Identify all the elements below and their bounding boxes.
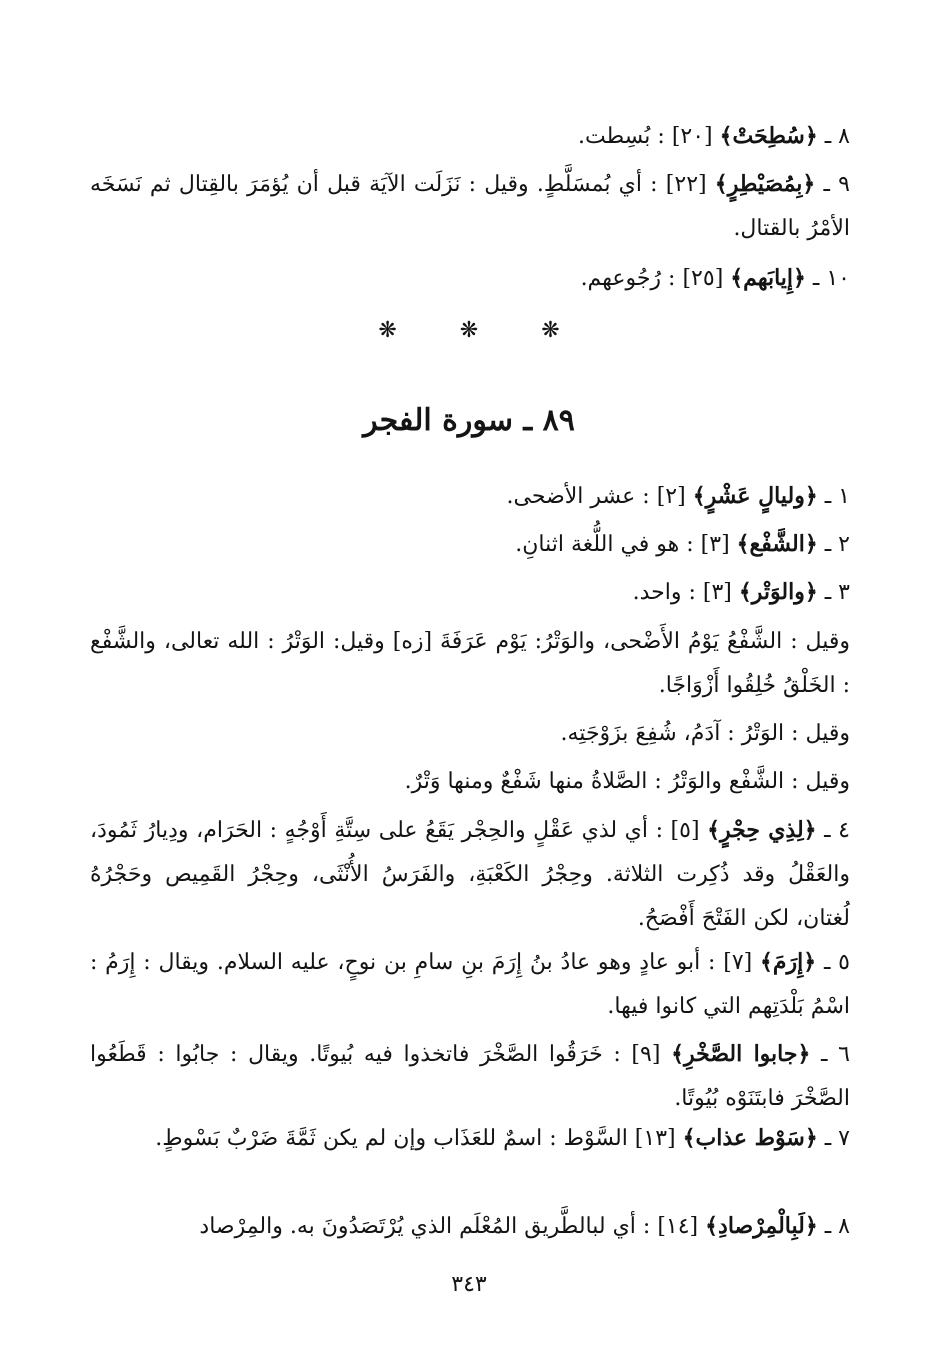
entry-term: ﴿سُطِحَتْ﴾ (719, 123, 818, 149)
entry-number: ٧ ـ (824, 1126, 850, 1151)
entry-text: [٩] : خَرَقُوا الصَّخْرَ فاتخذوا فيه بُيوتًا. ويقال : جابُوا : قَطَعُوا الصَّخْرَ فابتَنَوْه بُيُوتًا. (90, 1042, 850, 1111)
entry-text: [٧] : أبو عادٍ وهو عادُ بنُ إِرَمَ بنِ سامِ بن نوحٍ، عليه السلام. ويقال : إِرَمُ : اسْمُ بَلْدَتِهم التي كانوا فيها. (90, 950, 850, 1019)
entry-text: [٢٠] : بُسِطت. (578, 124, 713, 149)
entry-term: ﴿لِذِي حِجْرٍ﴾ (707, 817, 817, 843)
entry-number: ٢ ـ (824, 532, 850, 557)
note-paragraph (90, 620, 850, 708)
entry-text: [٣] : هو في اللُّغة اثنانِ. (515, 532, 730, 557)
entry-top-8 (90, 114, 850, 159)
entry-term: ﴿والوَتْر﴾ (738, 579, 818, 605)
entry-number: ٨ ـ (824, 124, 850, 149)
entry-5 (90, 940, 850, 1029)
entry-number: ١ ـ (824, 484, 850, 509)
page-number: ٣٤٣ (451, 1272, 487, 1297)
note-paragraph (90, 760, 850, 804)
entry-term: ﴿لَبِالْمِرْصادِ﴾ (705, 1213, 818, 1239)
entry-1 (90, 474, 850, 519)
entry-number: ٥ ـ (823, 950, 850, 975)
entry-4 (90, 808, 850, 941)
entry-top-9 (90, 162, 850, 251)
entry-2 (90, 522, 850, 567)
note-text: وقيل : الوَتْرُ : آدَمُ، شُفِعَ بزَوْجَتِه. (560, 721, 850, 746)
entry-term: ﴿إِيابَهم﴾ (730, 265, 806, 291)
entry-3 (90, 570, 850, 615)
entry-number: ٨ ـ (824, 1214, 850, 1239)
entry-number: ٩ ـ (823, 172, 850, 197)
entry-text: [٣] : واحد. (632, 580, 732, 605)
section-separator (0, 318, 938, 343)
note-text: وقيل : الشَّفْع والوَتْرُ : الصَّلاةُ منها شَفْعٌ ومنها وَتْرٌ. (404, 769, 850, 794)
entry-number: ١٠ ـ (812, 266, 850, 291)
entry-top-10 (90, 256, 850, 301)
entry-number: ٣ ـ (824, 580, 850, 605)
note-text: وقيل : الشَّفْعُ يَوْمُ الأَضْحى، والوَتْرُ: يَوْم عَرَفَةَ [زه] وقيل: الوَتْرُ : الله تعالى، والشَّفْع : الخَلْقُ خُلِقُوا أَزْوَاجًا. (90, 629, 850, 698)
entry-text: [١٤] : أي لبالطَّريق المُعْلَم الذي يُرْتَصَدُونَ به. والمِرْصاد (199, 1214, 699, 1239)
entry-6 (90, 1032, 850, 1121)
entry-8 (90, 1204, 850, 1249)
entry-text: [٢] : عشر الأضحى. (506, 484, 686, 509)
entry-number: ٤ ـ (824, 818, 850, 843)
note-paragraph (90, 712, 850, 756)
entry-number: ٦ ـ (821, 1042, 850, 1067)
entry-term: ﴿الشَّفْع﴾ (736, 531, 818, 557)
separator-star: ❋ (378, 318, 397, 343)
entry-term: ﴿بِمُصَيْطِرٍ﴾ (714, 171, 816, 197)
entry-text: [١٣] السَّوْط : اسمٌ للعَذَاب وإن لم يكن ثَمَّةَ ضَرْبٌ بَسْوطٍ. (155, 1126, 676, 1151)
entry-text: [٢٥] : رُجُوعهم. (580, 266, 724, 291)
entry-text: [٢٢] : أي بُمسَلَّطٍ. وقيل : نَزَلَت الآيَة قبل أن يُؤمَرَ بالقِتال ثم نَسَخَه الأمْرُ بالقتال. (90, 172, 850, 241)
entry-text: [٥] : أي لذي عَقْلٍ والحِجْر يَقَعُ على سِتَّةِ أَوْجُهٍ : الحَرَام، ودِيارُ ثَمُودَ، والعَقْلُ وقد ذُكِرت الثلاثة. وحِجْرُ الكَعْبَةِ، والفَرَسُ الأُنْثَى، وحِجْرُ القَمِيص وحَجْرُهُ لُغتان، لكن الفَتْحَ أَفْصَحُ. (90, 818, 850, 931)
entry-term: ﴿إِرَمَ﴾ (760, 949, 817, 975)
entry-term: ﴿جابوا الصَّخْرِ﴾ (671, 1041, 811, 1067)
entry-term: ﴿سَوْط عذاب﴾ (682, 1125, 818, 1151)
separator-star: ❋ (459, 318, 479, 343)
surah-title: ٨٩ ـ سورة الفجر (363, 403, 575, 438)
separator-star: ❋ (541, 318, 560, 343)
entry-term: ﴿وليالٍ عَشْرٍ﴾ (692, 483, 818, 509)
entry-7 (90, 1116, 850, 1161)
